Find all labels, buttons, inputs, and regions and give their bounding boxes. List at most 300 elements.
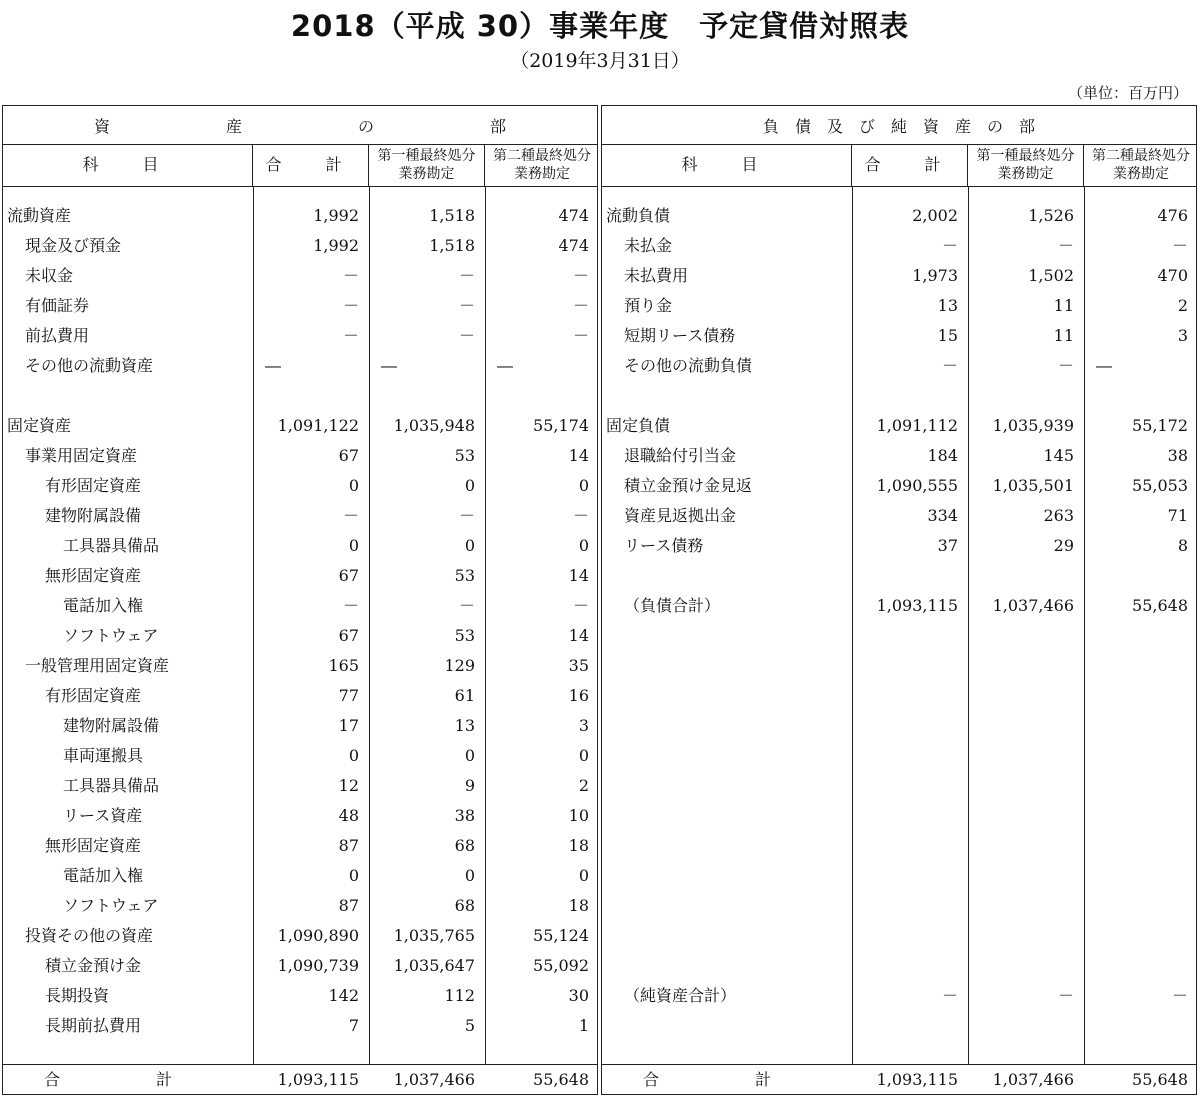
row-value-c2: 10 [568, 806, 589, 825]
row-value-c1: － [458, 596, 475, 615]
table-row [602, 261, 1196, 291]
row-value-c1 [968, 381, 1074, 411]
row-value-total: 1,093,115 [876, 596, 958, 615]
row-value-total: 1,091,112 [876, 416, 958, 435]
row-value-total [852, 831, 958, 861]
row-value-total [852, 681, 958, 711]
row-label: 有形固定資産 [45, 686, 142, 705]
table-row [3, 591, 597, 621]
row-value-c1: 1,035,939 [992, 416, 1074, 435]
table-row [602, 501, 1196, 531]
table-row [602, 531, 1196, 561]
row-value-c1: 68 [454, 896, 475, 915]
row-label: 一般管理用固定資産 [25, 656, 170, 675]
table-row [3, 801, 597, 831]
row-value-c1: 13 [454, 716, 475, 735]
row-value-total [852, 771, 958, 801]
row-value-c2: 14 [568, 566, 589, 585]
table-row [602, 381, 1196, 411]
row-value-c2: 18 [568, 836, 589, 855]
row-value-c2 [1084, 381, 1188, 411]
column-header-line: 業務勘定 [514, 166, 570, 182]
row-value-c2: 14 [568, 626, 589, 645]
row-value-total: 1,090,890 [277, 926, 359, 945]
totals-label: 合 計 [43, 1070, 212, 1089]
row-value-total: － [342, 326, 359, 345]
row-value-c1: 5 [464, 1016, 475, 1035]
column-header-total: 合 計 [852, 144, 968, 186]
section-header [602, 106, 1196, 145]
row-value-c1: 1,035,948 [393, 416, 475, 435]
table-row [3, 501, 597, 531]
row-label: 未払金 [624, 236, 673, 255]
row-value-c1: 38 [454, 806, 475, 825]
row-value-total: 15 [937, 326, 958, 345]
table-row [3, 441, 597, 471]
table-row [602, 711, 1196, 741]
column-header-line: 業務勘定 [398, 166, 455, 182]
column-headers [602, 144, 1196, 187]
row-value-total: 87 [338, 896, 359, 915]
column-header-item: 科 目 [602, 144, 852, 186]
table-row [602, 621, 1196, 651]
table-row [3, 861, 597, 891]
row-value-c1 [968, 561, 1074, 591]
table-row [602, 561, 1196, 591]
row-value-c2 [1084, 771, 1188, 801]
row-value-c2: － [572, 326, 589, 345]
row-value-c2: 3 [1177, 326, 1188, 345]
row-label: 有形固定資産 [45, 476, 142, 495]
row-value-total [852, 951, 958, 981]
row-value-total: 1,090,739 [277, 956, 359, 975]
row-label: その他の流動資産 [25, 356, 154, 375]
table-row [3, 561, 597, 591]
table-row [602, 411, 1196, 441]
totals-value-c1: 1,037,466 [393, 1070, 475, 1089]
column-header-line: 業務勘定 [1113, 166, 1169, 182]
table-row [602, 921, 1196, 951]
row-value-total: － [342, 296, 359, 315]
row-value-c2: － [572, 506, 589, 525]
row-value-c1: 68 [454, 836, 475, 855]
row-value-c2: ― [497, 356, 513, 375]
row-value-total: 1,090,555 [876, 476, 958, 495]
balance-sheet [2, 105, 1197, 1095]
document-title: 2018（平成 30）事業年度 予定貸借対照表 [290, 9, 910, 43]
row-value-c1: 61 [454, 686, 475, 705]
totals-value-total: 1,093,115 [277, 1070, 359, 1089]
table-row [3, 621, 597, 651]
row-label: 積立金預け金 [45, 956, 142, 975]
row-label: 流動資産 [7, 206, 72, 225]
row-value-c2: 55,092 [533, 956, 589, 975]
row-label: 固定資産 [7, 416, 72, 435]
row-value-c2: 18 [568, 896, 589, 915]
row-value-total: 184 [927, 446, 958, 465]
row-value-total: 2,002 [912, 206, 958, 225]
row-value-total [852, 381, 958, 411]
table-row [602, 861, 1196, 891]
column-header-type2-account [1084, 144, 1198, 186]
column-header-line: 第二種最終処分 [1092, 148, 1190, 164]
row-value-c2: 55,648 [1132, 596, 1188, 615]
row-value-total: 7 [348, 1016, 359, 1035]
table-row [602, 651, 1196, 681]
row-value-c2: 0 [578, 746, 589, 765]
column-header-type1-account [968, 144, 1084, 186]
table-row [602, 771, 1196, 801]
row-label: 無形固定資産 [45, 566, 142, 585]
table-row [3, 231, 597, 261]
row-label: 未収金 [25, 266, 74, 285]
row-value-c2 [1084, 681, 1188, 711]
row-value-total: － [941, 356, 958, 375]
row-label: 預り金 [624, 296, 673, 315]
row-value-c2: 35 [568, 656, 589, 675]
table-row [3, 201, 597, 231]
row-value-c1 [968, 891, 1074, 921]
row-label: ソフトウェア [63, 896, 159, 915]
row-value-c1 [968, 801, 1074, 831]
row-label: 無形固定資産 [45, 836, 142, 855]
row-value-total: 13 [937, 296, 958, 315]
row-value-total: 87 [338, 836, 359, 855]
row-value-c1: － [458, 506, 475, 525]
row-value-c2 [1084, 921, 1188, 951]
row-value-total: 37 [937, 536, 958, 555]
row-value-total: － [941, 986, 958, 1005]
table-row [3, 921, 597, 951]
row-value-c1: 53 [454, 446, 475, 465]
row-value-total: 48 [338, 806, 359, 825]
totals-value-c2: 55,648 [1132, 1070, 1188, 1089]
row-value-total: 67 [338, 626, 359, 645]
row-value-c2 [1084, 621, 1188, 651]
row-value-c2: 0 [578, 536, 589, 555]
table-row [3, 531, 597, 561]
liabilities-equity-section [601, 105, 1197, 1095]
row-value-total: － [342, 596, 359, 615]
row-value-total: 1,091,122 [277, 416, 359, 435]
row-value-c1 [968, 651, 1074, 681]
table-row [3, 471, 597, 501]
table-row [3, 1011, 597, 1041]
row-value-c1: 1,037,466 [992, 596, 1074, 615]
table-row [3, 411, 597, 441]
row-label: 車両運搬具 [63, 746, 144, 765]
row-label: リース資産 [63, 806, 143, 825]
row-value-c2: 476 [1157, 206, 1188, 225]
row-value-c1: 53 [454, 626, 475, 645]
row-value-c2: 14 [568, 446, 589, 465]
table-row [3, 321, 597, 351]
unit-label: （単位：百万円） [1067, 84, 1188, 102]
totals-value-total: 1,093,115 [876, 1070, 958, 1089]
row-label: 電話加入権 [63, 596, 144, 615]
row-value-c2: 55,172 [1132, 416, 1188, 435]
row-value-c1: 1,502 [1028, 266, 1074, 285]
row-label: 流動負債 [606, 206, 671, 225]
row-value-c1: 0 [464, 476, 475, 495]
section-header-char: 部 [1019, 116, 1036, 136]
row-label: その他の流動負債 [624, 356, 753, 375]
row-value-c2 [1084, 711, 1188, 741]
column-header-line: 第二種最終処分 [493, 148, 591, 164]
row-value-c2: 2 [578, 776, 589, 795]
document-date: （2019年3月31日） [510, 50, 690, 72]
row-value-c2: ― [1096, 356, 1112, 375]
row-value-c1: 1,518 [429, 206, 475, 225]
row-value-c2: 474 [558, 206, 589, 225]
row-label: 積立金預け金見返 [624, 476, 753, 495]
column-header-item: 科 目 [3, 144, 253, 186]
table-row [3, 291, 597, 321]
row-label: 退職給付引当金 [624, 446, 737, 465]
totals-label: 合 計 [642, 1070, 811, 1089]
section-header-char: 及 [826, 116, 843, 136]
row-value-total: 1,973 [912, 266, 958, 285]
row-value-total: 12 [338, 776, 359, 795]
row-label: 建物附属設備 [45, 506, 142, 525]
row-label: （純資産合計） [624, 986, 737, 1005]
row-value-c1: 11 [1053, 296, 1074, 315]
assets-section [2, 105, 598, 1095]
row-value-total [852, 861, 958, 891]
table-row [602, 681, 1196, 711]
row-value-c2: 0 [578, 476, 589, 495]
table-row [3, 981, 597, 1011]
row-value-c1: － [1057, 986, 1074, 1005]
row-value-c1 [968, 771, 1074, 801]
row-value-total: 17 [338, 716, 359, 735]
table-row [3, 891, 597, 921]
table-row [602, 351, 1196, 381]
section-header [3, 106, 597, 145]
row-value-c2: 8 [1177, 536, 1188, 555]
totals-value-c1: 1,037,466 [992, 1070, 1074, 1089]
row-label: 建物附属設備 [63, 716, 160, 735]
row-value-total: 67 [338, 446, 359, 465]
row-value-c2: 0 [578, 866, 589, 885]
row-label: 資産見返拠出金 [624, 506, 737, 525]
row-value-c2 [1084, 951, 1188, 981]
row-value-total: 0 [348, 866, 359, 885]
section-header-char: 負 [762, 116, 779, 136]
row-value-c2: 30 [568, 986, 589, 1005]
row-value-c2 [485, 381, 589, 411]
section-header-char: の [358, 116, 375, 136]
row-value-c1: － [1057, 236, 1074, 255]
row-value-c2: 55,124 [533, 926, 589, 945]
row-value-c1: 1,035,765 [393, 926, 475, 945]
section-header-char: 産 [955, 116, 972, 136]
row-label: 短期リース債務 [624, 326, 736, 345]
row-value-c2 [1084, 741, 1188, 771]
row-value-c1: 129 [444, 656, 475, 675]
row-value-c1: 29 [1053, 536, 1074, 555]
row-value-c1: 145 [1043, 446, 1074, 465]
table-row [3, 681, 597, 711]
column-header-line: 第一種最終処分 [377, 148, 476, 164]
row-value-c1: 1,526 [1028, 206, 1074, 225]
column-header-line: 業務勘定 [997, 166, 1054, 182]
section-header-char: 部 [490, 116, 507, 136]
row-value-c1 [369, 381, 475, 411]
row-value-total [852, 801, 958, 831]
row-value-total [852, 711, 958, 741]
row-value-c2 [1084, 831, 1188, 861]
totals-row [602, 1064, 1196, 1095]
row-value-total: 142 [328, 986, 359, 1005]
row-value-total: 165 [328, 656, 359, 675]
row-label: 長期投資 [45, 986, 110, 1005]
row-value-c1: 1,035,647 [393, 956, 475, 975]
table-row [602, 291, 1196, 321]
table-row [3, 711, 597, 741]
table-row [602, 801, 1196, 831]
row-value-c1: 112 [444, 986, 475, 1005]
row-value-c1 [968, 831, 1074, 861]
section-header-char: 産 [225, 116, 242, 136]
row-value-total: 0 [348, 476, 359, 495]
row-value-c2: 3 [578, 716, 589, 735]
row-value-total: 0 [348, 746, 359, 765]
table-row [3, 951, 597, 981]
table-row [3, 381, 597, 411]
table-row [3, 651, 597, 681]
table-row [602, 891, 1196, 921]
row-value-total [852, 651, 958, 681]
row-value-c2: － [572, 596, 589, 615]
row-value-total: 0 [348, 536, 359, 555]
row-value-c1: 0 [464, 746, 475, 765]
row-value-total: 1,992 [313, 236, 359, 255]
row-value-c1: ― [381, 356, 397, 375]
section-header-char: 債 [794, 116, 811, 136]
row-label: 長期前払費用 [45, 1016, 142, 1035]
row-value-c1: － [458, 326, 475, 345]
table-row [602, 741, 1196, 771]
row-value-c2 [1084, 801, 1188, 831]
table-row [602, 951, 1196, 981]
column-headers [3, 144, 597, 187]
column-header-type1-account [369, 144, 485, 186]
row-value-c1: 0 [464, 866, 475, 885]
table-row [602, 591, 1196, 621]
row-value-total: 67 [338, 566, 359, 585]
row-label: 現金及び預金 [25, 236, 122, 255]
row-value-total [852, 921, 958, 951]
table-row [3, 351, 597, 381]
column-header-line: 第一種最終処分 [976, 148, 1075, 164]
row-value-total: － [941, 236, 958, 255]
row-label: 投資その他の資産 [25, 926, 154, 945]
column-header-total: 合 計 [253, 144, 369, 186]
table-row [3, 771, 597, 801]
row-value-c1: － [458, 266, 475, 285]
row-value-c1 [968, 711, 1074, 741]
row-value-c1: － [1057, 356, 1074, 375]
row-value-total: － [342, 506, 359, 525]
row-value-total [852, 891, 958, 921]
row-value-c2: － [1171, 986, 1188, 1005]
row-value-c2: 2 [1177, 296, 1188, 315]
row-value-c2: － [1171, 236, 1188, 255]
row-label: 事業用固定資産 [25, 446, 138, 465]
row-value-c2 [1084, 891, 1188, 921]
table-row [602, 201, 1196, 231]
column-header-type2-account [485, 144, 599, 186]
section-header-char: の [987, 116, 1004, 136]
row-value-c2: 470 [1157, 266, 1188, 285]
row-value-c1: 263 [1043, 506, 1074, 525]
row-value-c2: 474 [558, 236, 589, 255]
section-header-char: 純 [890, 116, 907, 136]
row-value-c2: 71 [1167, 506, 1188, 525]
table-row [602, 231, 1196, 261]
table-row [602, 441, 1196, 471]
section-header-char: 資 [923, 116, 940, 136]
table-row [3, 741, 597, 771]
row-value-total: － [342, 266, 359, 285]
row-label: 電話加入権 [63, 866, 144, 885]
row-value-total: ― [265, 356, 281, 375]
row-label: 工具器具備品 [63, 776, 160, 795]
row-value-total: 77 [338, 686, 359, 705]
row-value-total [253, 381, 359, 411]
totals-value-c2: 55,648 [533, 1070, 589, 1089]
table-row [602, 981, 1196, 1011]
row-value-c1: 0 [464, 536, 475, 555]
row-value-c1 [968, 621, 1074, 651]
row-value-c1: 1,035,501 [992, 476, 1074, 495]
row-value-c1 [968, 741, 1074, 771]
row-value-total [852, 621, 958, 651]
row-value-c2: 55,174 [533, 416, 589, 435]
row-label: リース債務 [624, 536, 704, 555]
table-row [602, 471, 1196, 501]
row-label: （負債合計） [624, 596, 721, 615]
row-value-c2: － [572, 266, 589, 285]
row-value-c2: 38 [1167, 446, 1188, 465]
row-value-c2 [1084, 651, 1188, 681]
row-value-c2: － [572, 296, 589, 315]
row-value-c1: － [458, 296, 475, 315]
row-value-c2 [1084, 861, 1188, 891]
row-value-total [852, 741, 958, 771]
section-header-char: 資 [93, 116, 110, 136]
row-value-c1 [968, 951, 1074, 981]
row-label: 前払費用 [25, 326, 90, 345]
totals-row [3, 1064, 597, 1095]
row-label: 固定負債 [606, 416, 671, 435]
row-label: 工具器具備品 [63, 536, 160, 555]
row-value-total: 334 [927, 506, 958, 525]
row-value-c1: 1,518 [429, 236, 475, 255]
table-row [3, 261, 597, 291]
table-row [602, 831, 1196, 861]
row-value-c1 [968, 921, 1074, 951]
row-value-c1 [968, 861, 1074, 891]
row-value-c2: 1 [578, 1016, 589, 1035]
row-value-c2 [1084, 561, 1188, 591]
row-value-c2: 55,053 [1132, 476, 1188, 495]
row-label: ソフトウェア [63, 626, 159, 645]
row-value-total [852, 561, 958, 591]
row-value-c1 [968, 681, 1074, 711]
row-value-c1: 11 [1053, 326, 1074, 345]
